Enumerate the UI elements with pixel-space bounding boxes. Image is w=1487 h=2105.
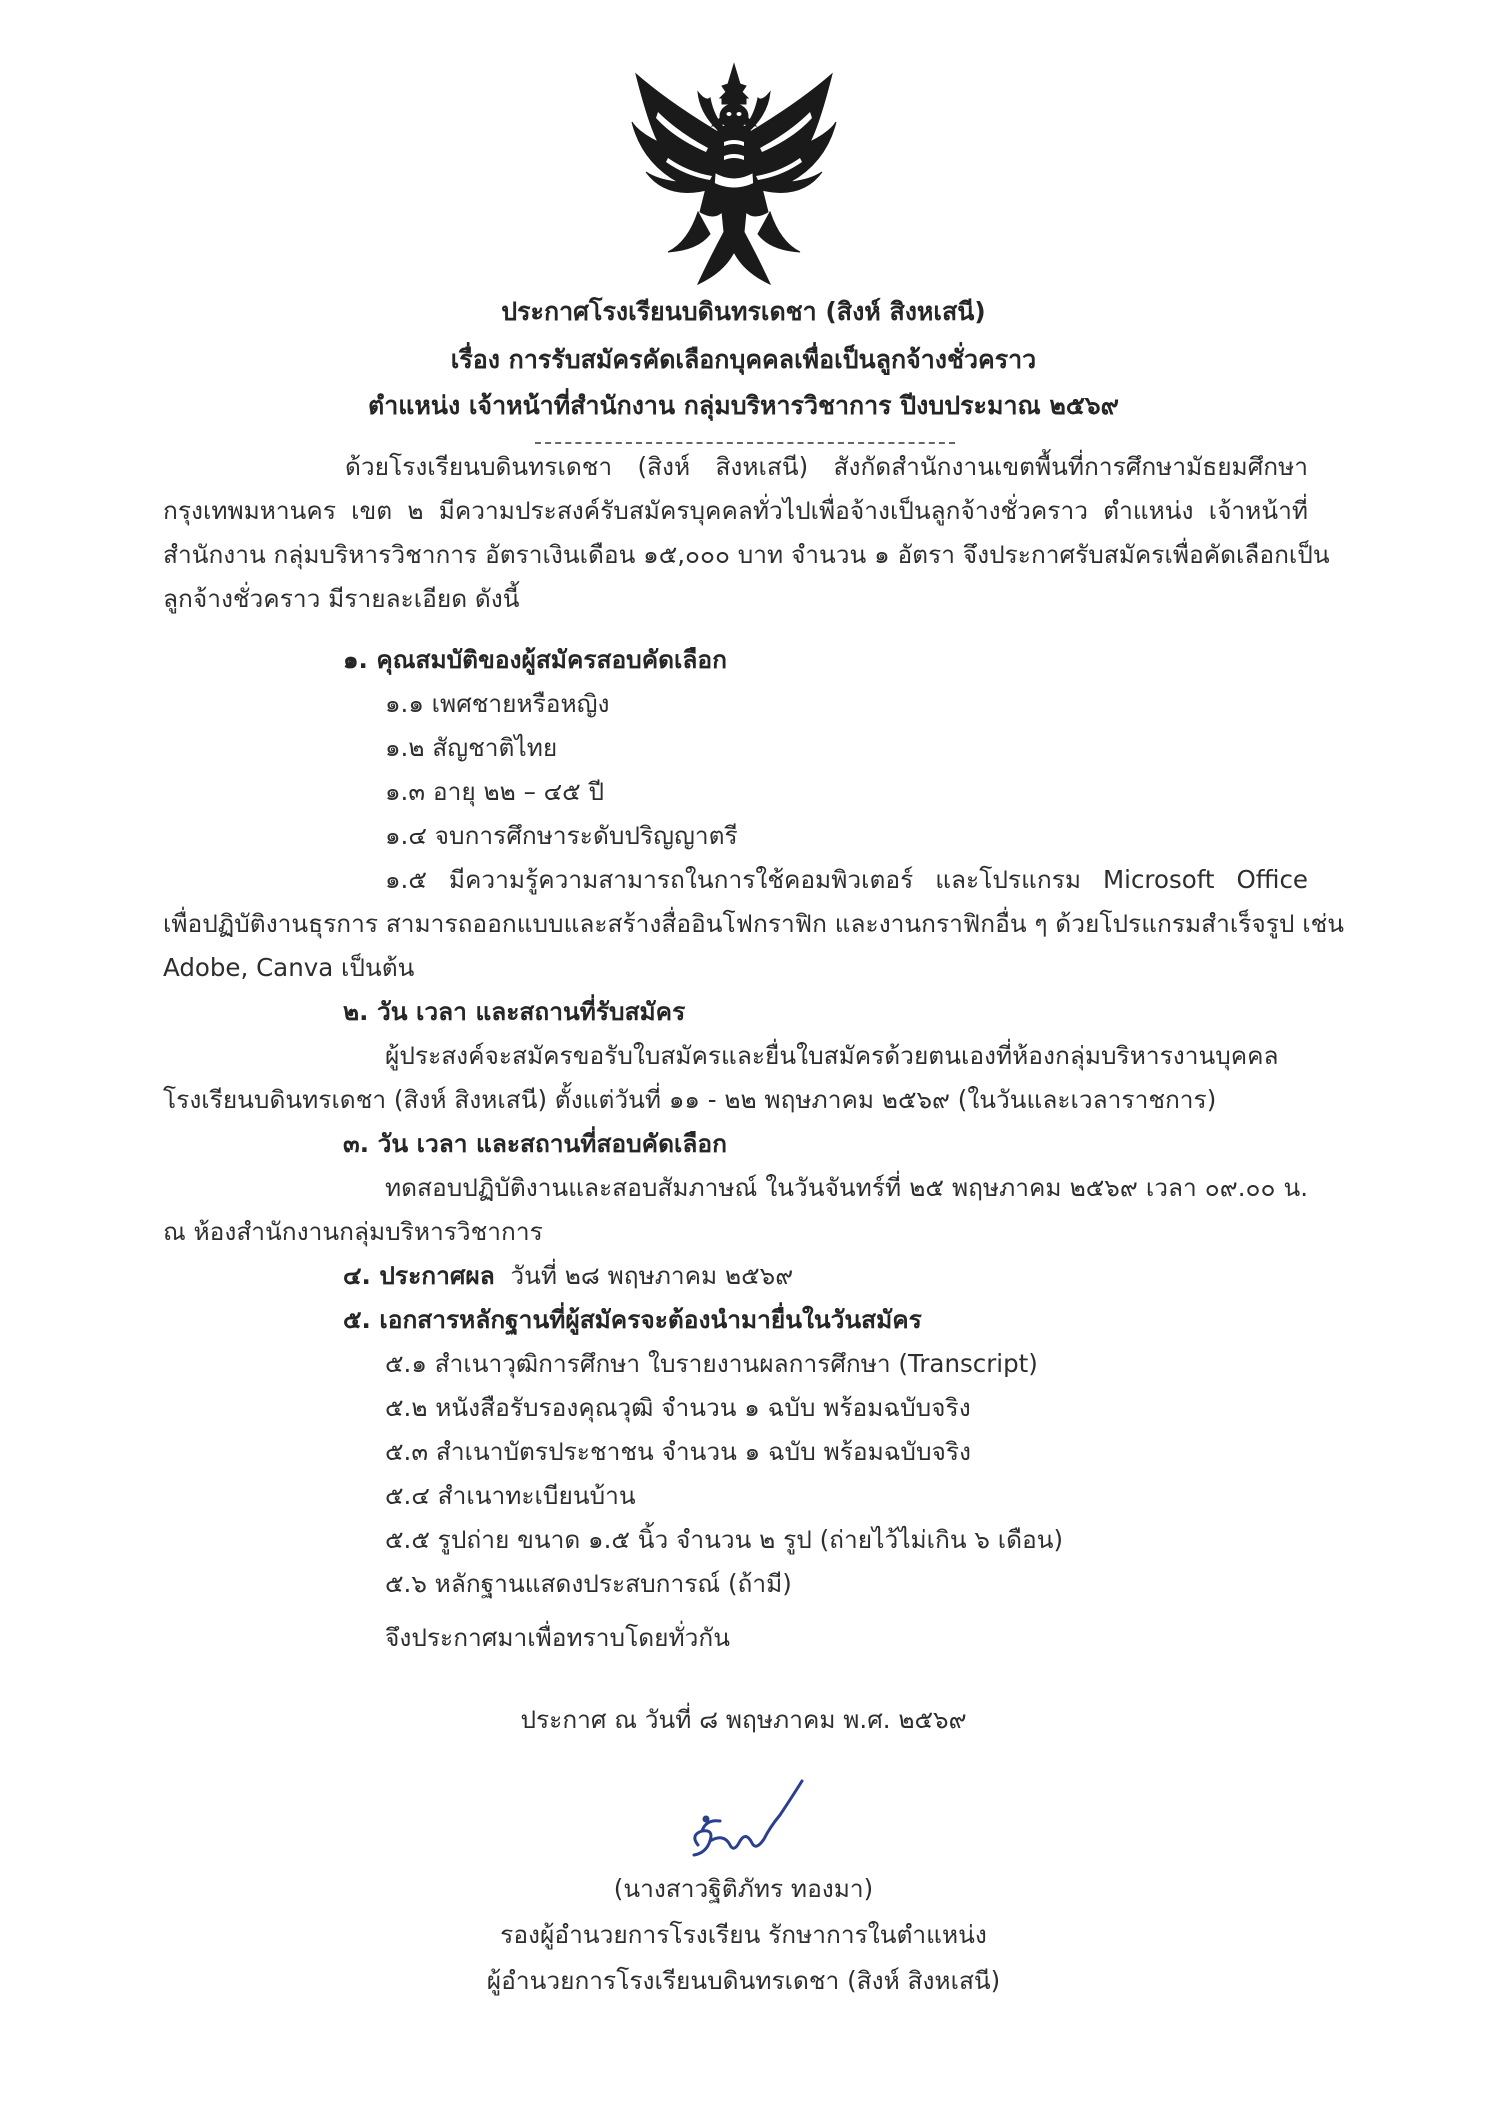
signatory-position-2: ผู้อำนวยการโรงเรียนบดินทรเดชา (สิงห์ สิงหเสนี) (486, 1966, 1001, 1995)
announcement-date: ประกาศ ณ วันที่ ๘ พฤษภาคม พ.ศ. ๒๕๖๙ (520, 1705, 967, 1734)
section-1-item-5-line-2: เพื่อปฏิบัติงานธุรการ สามารถออกแบบและสร้างสื่ออินโฟกราฟิก และงานกราฟิกอื่น ๆ ด้วยโปรแกรมสำเร็จรูป เช่น (163, 909, 1344, 938)
section-1-item-1: ๑.๑ เพศชายหรือหญิง (385, 689, 610, 718)
section-3-body-line-2: ณ ห้องสำนักงานกลุ่มบริหารวิชาการ (163, 1217, 543, 1246)
section-5-item-1: ๕.๑ สำเนาวุฒิการศึกษา ใบรายงานผลการศึกษา (Transcript) (385, 1349, 1038, 1378)
intro-line-4: ลูกจ้างชั่วคราว มีรายละเอียด ดังนี้ (163, 584, 520, 613)
garuda-emblem-icon (628, 62, 840, 288)
intro-line-2: กรุงเทพมหานคร เขต ๒ มีความประสงค์รับสมัครบุคคลทั่วไปเพื่อจ้างเป็นลูกจ้างชั่วคราว ตำแหน่ง เจ้าหน้าที่ (163, 496, 1308, 525)
section-1-item-5-line-1: ๑.๕ มีความรู้ความสามารถในการใช้คอมพิวเตอร์ และโปรแกรม Microsoft Office (385, 865, 1308, 894)
section-1-title: ๑. คุณสมบัติของผู้สมัครสอบคัดเลือก (343, 645, 727, 674)
section-5-item-2: ๕.๒ หนังสือรับรองคุณวุฒิ จำนวน ๑ ฉบับ พร้อมฉบับจริง (385, 1393, 971, 1422)
signature-mark (680, 1775, 810, 1870)
section-5-item-4: ๕.๔ สำเนาทะเบียนบ้าน (385, 1481, 636, 1510)
announcement-title: ประกาศโรงเรียนบดินทรเดชา (สิงห์ สิงหเสนี) (501, 297, 986, 326)
signatory-position-1: รองผู้อำนวยการโรงเรียน รักษาการในตำแหน่ง (500, 1920, 987, 1949)
intro-line-1: ด้วยโรงเรียนบดินทรเดชา (สิงห์ สิงหเสนี) สังกัดสำนักงานเขตพื้นที่การศึกษามัธยมศึกษา (345, 452, 1308, 481)
section-5-title: ๕. เอกสารหลักฐานที่ผู้สมัครจะต้องนำมายื่นในวันสมัคร (343, 1305, 922, 1334)
section-3-title: ๓. วัน เวลา และสถานที่สอบคัดเลือก (343, 1129, 727, 1158)
section-1-item-2: ๑.๒ สัญชาติไทย (385, 733, 558, 762)
heading-divider (535, 442, 955, 444)
section-2-body-line-1: ผู้ประสงค์จะสมัครขอรับใบสมัครและยื่นใบสมัครด้วยตนเองที่ห้องกลุ่มบริหารงานบุคคล (385, 1041, 1279, 1070)
section-1-item-3: ๑.๓ อายุ ๒๒ – ๔๕ ปี (385, 777, 605, 806)
section-1-item-4: ๑.๔ จบการศึกษาระดับปริญญาตรี (385, 821, 738, 850)
section-4 (343, 1259, 793, 1293)
section-3-body-line-1: ทดสอบปฏิบัติงานและสอบสัมภาษณ์ ในวันจันทร์ที่ ๒๕ พฤษภาคม ๒๕๖๙ เวลา ๐๙.๐๐ น. (385, 1173, 1308, 1202)
section-4-title: ๔. ประกาศผล (343, 1261, 495, 1290)
closing-text: จึงประกาศมาเพื่อทราบโดยทั่วกัน (385, 1623, 731, 1652)
section-5-item-5: ๕.๕ รูปถ่าย ขนาด ๑.๕ นิ้ว จำนวน ๒ รูป (ถ่ายไว้ไม่เกิน ๖ เดือน) (385, 1525, 1064, 1554)
section-5-item-3: ๕.๓ สำเนาบัตรประชาชน จำนวน ๑ ฉบับ พร้อมฉบับจริง (385, 1437, 972, 1466)
intro-line-3: สำนักงาน กลุ่มบริหารวิชาการ อัตราเงินเดือน ๑๕,๐๐๐ บาท จำนวน ๑ อัตรา จึงประกาศรับสมัครเพื่อคัดเลือกเป็น (163, 540, 1330, 569)
announcement-position: ตำแหน่ง เจ้าหน้าที่สำนักงาน กลุ่มบริหารวิชาการ ปีงบประมาณ ๒๕๖๙ (368, 391, 1119, 420)
section-4-detail: วันที่ ๒๘ พฤษภาคม ๒๕๖๙ (510, 1261, 794, 1290)
section-2-body-line-2: โรงเรียนบดินทรเดชา (สิงห์ สิงหเสนี) ตั้งแต่วันที่ ๑๑ - ๒๒ พฤษภาคม ๒๕๖๙ (ในวันและเวลาราชการ) (163, 1085, 1217, 1114)
signatory-name: (นางสาวฐิติภัทร ทองมา) (613, 1874, 874, 1903)
announcement-subject: เรื่อง การรับสมัครคัดเลือกบุคคลเพื่อเป็นลูกจ้างชั่วคราว (450, 345, 1037, 374)
section-5-item-6: ๕.๖ หลักฐานแสดงประสบการณ์ (ถ้ามี) (385, 1569, 792, 1598)
section-2-title: ๒. วัน เวลา และสถานที่รับสมัคร (343, 997, 686, 1026)
section-1-item-5-line-3: Adobe, Canva เป็นต้น (163, 953, 415, 982)
